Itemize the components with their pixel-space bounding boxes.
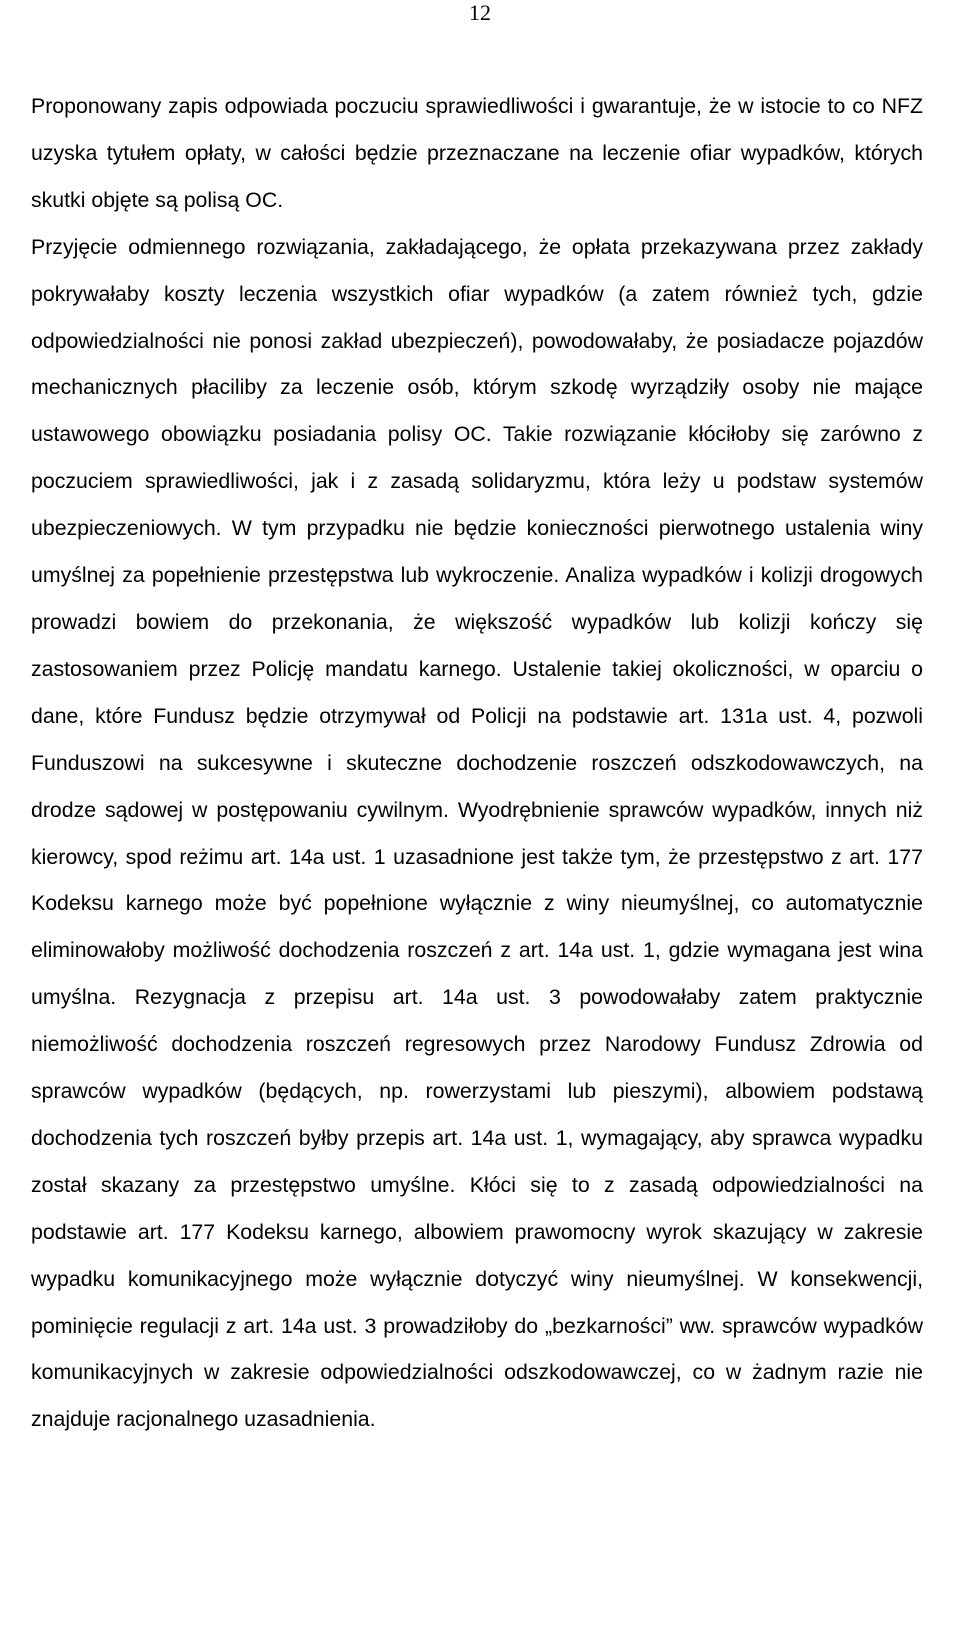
- paragraph-2: Przyjęcie odmiennego rozwiązania, zakładającego, że opłata przekazywana przez zakłady pokrywałaby koszty leczenia wszystkich ofiar wypadków (a zatem również tych, gdzie odpowiedzialności nie ponosi zakład ubezpieczeń), powodowałaby, że posiadacze pojazdów mechanicznych płaciliby za leczenie osób, którym szkodę wyrządziły osoby nie mające ustawowego obowiązku posiadania polisy OC. Takie rozwiązanie kłóciłoby się zarówno z poczuciem sprawiedliwości, jak i z zasadą solidaryzmu, która leży u podstaw systemów ubezpieczeniowych. W tym przypadku nie będzie konieczności pierwotnego ustalenia winy umyślnej za popełnienie przestępstwa lub wykroczenie. Analiza wypadków i kolizji drogowych prowadzi bowiem do przekonania, że większość wypadków lub kolizji kończy się zastosowaniem przez Policję mandatu karnego. Ustalenie takiej okoliczności, w oparciu o dane, które Fundusz będzie otrzymywał od Policji na podstawie art. 131a ust. 4, pozwoli Funduszowi na sukcesywne i skuteczne dochodzenie roszczeń odszkodowawczych, na drodze sądowej w postępowaniu cywilnym. Wyodrębnienie sprawców wypadków, innych niż kierowcy, spod reżimu art. 14a ust. 1 uzasadnione jest także tym, że przestępstwo z art. 177 Kodeksu karnego może być popełnione wyłącznie z winy nieumyślnej, co automatycznie eliminowałoby możliwość dochodzenia roszczeń z art. 14a ust. 1, gdzie wymagana jest wina umyślna. Rezygnacja z przepisu art. 14a ust. 3 powodowałaby zatem praktycznie niemożliwość dochodzenia roszczeń regresowych przez Narodowy Fundusz Zdrowia od sprawców wypadków (będących, np. rowerzystami lub pieszymi), albowiem podstawą dochodzenia tych roszczeń byłby przepis art. 14a ust. 1, wymagający, aby sprawca wypadku został skazany za przestępstwo umyślne. Kłóci się to z zasadą odpowiedzialności na podstawie art. 177 Kodeksu karnego, albowiem prawomocny wyrok skazujący w zakresie wypadku komunikacyjnego może wyłącznie dotyczyć winy nieumyślnej. W konsekwencji, pominięcie regulacji z art. 14a ust. 3 prowadziłoby do „bezkarności” ww. sprawców wypadków komunikacyjnych w zakresie odpowiedzialności odszkodowawczej, co w żadnym razie nie znajduje racjonalnego uzasadnienia.: [31, 234, 923, 1432]
- page-number: 12: [469, 0, 491, 25]
- document-body: [31, 83, 923, 1443]
- paragraph-1: Proponowany zapis odpowiada poczuciu sprawiedliwości i gwarantuje, że w istocie to co NFZ uzyska tytułem opłaty, w całości będzie przeznaczane na leczenie ofiar wypadków, których skutki objęte są polisą OC.: [31, 94, 923, 212]
